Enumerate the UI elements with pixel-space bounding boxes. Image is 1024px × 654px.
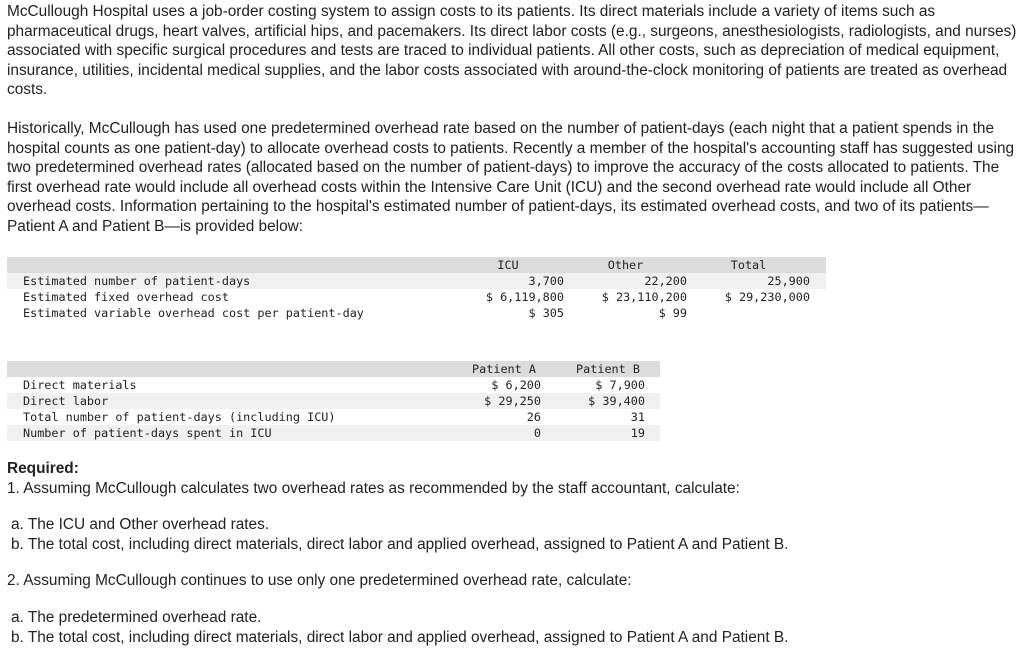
row-label: Estimated number of patient-days [7, 273, 452, 289]
patient-b-value: $ 39,400 [556, 393, 660, 409]
question-1b: b. The total cost, including direct materials, direct labor and applied overhead, assigned to Patient A and Patient B. [11, 536, 789, 553]
question-1a: a. The ICU and Other overhead rates. [11, 516, 270, 533]
patient-a-value: $ 6,200 [452, 377, 556, 393]
header-icu: ICU [452, 257, 564, 273]
overhead-header-row [7, 257, 826, 273]
row-label: Direct materials [7, 377, 452, 393]
other-value: $ 23,110,200 [564, 289, 687, 305]
icu-value: 3,700 [452, 273, 564, 289]
question-2a: a. The predetermined overhead rate. [11, 609, 262, 626]
header-other: Other [564, 257, 687, 273]
other-value: $ 99 [564, 305, 687, 321]
row-label: Estimated fixed overhead cost [7, 289, 452, 305]
patient-a-value: 0 [452, 425, 556, 441]
patient-header-row [7, 361, 660, 377]
overhead-header-blank [7, 257, 452, 273]
total-value: $ 29,230,000 [687, 289, 810, 305]
overhead-table [7, 257, 826, 321]
question-2: 2. Assuming McCullough continues to use only one predetermined overhead rate, calculate: [7, 572, 632, 589]
question-2b: b. The total cost, including direct materials, direct labor and applied overhead, assigned to Patient A and Patient B. [11, 629, 789, 646]
icu-value: $ 6,119,800 [452, 289, 564, 305]
header-patient-b: Patient B [556, 361, 660, 377]
patient-table [7, 361, 660, 441]
patient-header-blank [7, 361, 452, 377]
table-row [7, 409, 660, 425]
header-total: Total [687, 257, 810, 273]
table-row [7, 425, 660, 441]
table-row [7, 377, 660, 393]
row-label: Total number of patient-days (including ICU) [7, 409, 452, 425]
table-row [7, 393, 660, 409]
total-value [687, 305, 810, 321]
table-row [7, 305, 826, 321]
question-1: 1. Assuming McCullough calculates two overhead rates as recommended by the staff accountant, calculate: [7, 480, 740, 497]
row-label: Estimated variable overhead cost per patient-day [7, 305, 452, 321]
history-paragraph: Historically, McCullough has used one predetermined overhead rate based on the number of patient-days (each night that a patient spends in the hospital counts as one patient-day) to allocate overhead costs to patients. Recently a member of the hospital's accounting staff has suggested using two predetermined overhead rates (allocated based on the number of patient-days) to improve the accuracy of the costs allocated to patients. The first overhead rate would include all overhead costs within the Intensive Care Unit (ICU) and the second overhead rate would include all Other overhead costs. Information pertaining to the hospital's estimated number of patient-days, its estimated overhead costs, and two of its patients—Patient A and Patient B—is provided below: [7, 120, 1015, 235]
patient-b-value: $ 7,900 [556, 377, 660, 393]
icu-value: $ 305 [452, 305, 564, 321]
row-label: Number of patient-days spent in ICU [7, 425, 452, 441]
required-heading: Required: [7, 460, 79, 477]
patient-b-value: 31 [556, 409, 660, 425]
header-patient-a: Patient A [452, 361, 556, 377]
patient-b-value: 19 [556, 425, 660, 441]
total-value: 25,900 [687, 273, 810, 289]
other-value: 22,200 [564, 273, 687, 289]
table-row [7, 273, 826, 289]
table-row [7, 289, 826, 305]
row-label: Direct labor [7, 393, 452, 409]
patient-a-value: $ 29,250 [452, 393, 556, 409]
intro-paragraph: McCullough Hospital uses a job-order costing system to assign costs to its patients. Its direct materials include a variety of items such as pharmaceutical drugs, heart valves, artificial hips, and pacemakers. Its direct labor costs (e.g., surgeons, anesthesiologists, radiologists, and nurses) associated with specific surgical procedures and tests are traced to individual patients. All other costs, such as depreciation of medical equipment, insurance, utilities, incidental medical supplies, and the labor costs associated with around-the-clock monitoring of patients are treated as overhead costs. [7, 3, 1017, 99]
patient-a-value: 26 [452, 409, 556, 425]
